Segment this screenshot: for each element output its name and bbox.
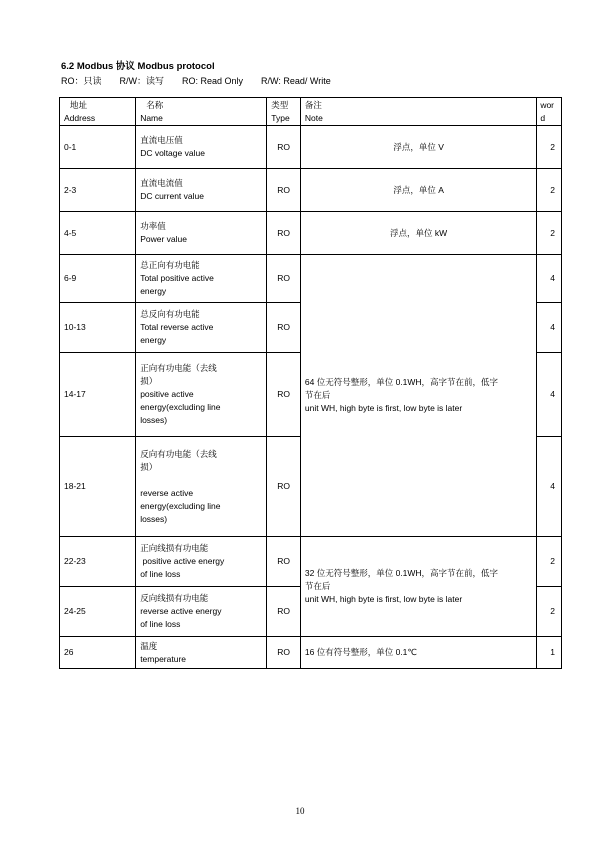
cell-address: 2-3 — [60, 169, 136, 212]
cell-address: 14-17 — [60, 353, 136, 437]
cell-name — [136, 437, 267, 537]
name-cn: 正向有功电能（去线 — [140, 363, 217, 373]
cell-word: 2 — [537, 587, 562, 637]
name-cn: 温度 — [140, 640, 158, 651]
cell-address: 22-23 — [60, 537, 136, 587]
cell-name — [136, 353, 267, 437]
name-en: Total reverse active — [140, 322, 214, 332]
section-heading: 6.2 Modbus 协议 Modbus protocol — [61, 61, 215, 72]
name-cn: 功率值 — [140, 221, 166, 231]
name-en: reverse active energy — [140, 606, 222, 616]
cell-type: RO — [267, 637, 301, 669]
legend-ro-en: RO: Read Only — [182, 76, 244, 86]
name-cn-2: 损） — [140, 376, 158, 386]
name-cn: 正向线损有功电能 — [140, 543, 209, 553]
cell-word: 4 — [537, 255, 562, 303]
cell-word: 1 — [537, 637, 562, 669]
cell-address: 26 — [60, 637, 136, 669]
name-en: DC voltage value — [140, 148, 205, 158]
header-type-cn: 类型 — [271, 99, 289, 110]
name-en: reverse active — [140, 487, 194, 498]
cell-type: RO — [267, 126, 301, 169]
header-note-en: Note — [304, 112, 323, 123]
name-en: Power value — [140, 234, 187, 244]
name-cn: 直流电压值 — [140, 135, 183, 145]
note-64-line2: 节在后 — [304, 390, 331, 400]
legend-ro-cn: RO：只读 — [61, 76, 102, 86]
cell-name — [136, 303, 267, 353]
cell-word: 4 — [537, 303, 562, 353]
header-address — [60, 98, 136, 126]
name-en: temperature — [140, 653, 187, 664]
cell-address: 24-25 — [60, 587, 136, 637]
header-address-cn: 地址 — [70, 99, 88, 110]
cell-word: 4 — [537, 353, 562, 437]
name-cn: 总反向有功电能 — [140, 309, 200, 319]
cell-word: 2 — [537, 212, 562, 255]
name-cn-2: 损） — [140, 461, 158, 472]
cell-note-64bit — [300, 255, 536, 537]
note-64-line3: unit WH, high byte is first, low byte is later — [304, 403, 463, 413]
name-en: positive active — [140, 389, 194, 399]
table-header-row — [60, 98, 562, 126]
header-name-en: Name — [140, 112, 163, 123]
name-en: positive active energy — [140, 556, 225, 566]
name-en-2: energy — [140, 286, 167, 296]
cell-type: RO — [267, 212, 301, 255]
header-word — [537, 98, 562, 126]
legend-rw-en: R/W: Read/ Write — [261, 76, 331, 86]
name-en-2: of line loss — [140, 569, 181, 579]
cell-type: RO — [267, 587, 301, 637]
cell-address: 10-13 — [60, 303, 136, 353]
name-blank — [140, 474, 262, 487]
cell-name — [136, 212, 267, 255]
cell-type: RO — [267, 437, 301, 537]
cell-type: RO — [267, 169, 301, 212]
cell-word: 4 — [537, 437, 562, 537]
cell-type: RO — [267, 255, 301, 303]
cell-note-32bit — [300, 537, 536, 637]
legend-rw-cn: R/W：读写 — [119, 76, 165, 86]
table-row — [60, 637, 562, 669]
name-en-2: energy(excluding line — [140, 500, 221, 511]
cell-address: 0-1 — [60, 126, 136, 169]
name-en-2: of line loss — [140, 619, 181, 629]
name-en: Total positive active — [140, 273, 214, 283]
name-en-3: losses) — [140, 513, 168, 524]
header-note — [300, 98, 536, 126]
cell-note: 浮点，单位 V — [300, 126, 536, 169]
table-row — [60, 537, 562, 587]
header-word-line2: d — [540, 112, 546, 123]
cell-name — [136, 255, 267, 303]
header-address-en: Address — [64, 112, 96, 123]
cell-note: 浮点，单位 kW — [300, 212, 536, 255]
modbus-register-table — [59, 97, 562, 669]
note-32-line2: 节在后 — [304, 581, 331, 591]
cell-name — [136, 637, 267, 669]
cell-address: 4-5 — [60, 212, 136, 255]
note-32-line1: 32 位无符号整形，单位 0.1WH，高字节在前，低字 — [304, 568, 499, 578]
table-row — [60, 126, 562, 169]
cell-address: 18-21 — [60, 437, 136, 537]
cell-name — [136, 169, 267, 212]
table-row — [60, 212, 562, 255]
header-type — [267, 98, 301, 126]
header-note-cn: 备注 — [304, 99, 322, 110]
cell-name — [136, 537, 267, 587]
cell-word: 2 — [537, 537, 562, 587]
cell-note: 16 位有符号整形，单位 0.1℃ — [300, 637, 536, 669]
header-word-line1: wor — [540, 99, 555, 110]
cell-name — [136, 587, 267, 637]
cell-type: RO — [267, 537, 301, 587]
access-legend — [61, 74, 349, 87]
name-cn: 直流电流值 — [140, 178, 183, 188]
note-64-line1: 64 位无符号整形，单位 0.1WH，高字节在前，低字 — [304, 377, 499, 387]
cell-word: 2 — [537, 169, 562, 212]
name-cn: 反向有功电能（去线 — [140, 448, 217, 459]
table-row — [60, 169, 562, 212]
name-en-2: energy — [140, 335, 167, 345]
cell-type: RO — [267, 303, 301, 353]
cell-word: 2 — [537, 126, 562, 169]
name-en: DC current value — [140, 191, 204, 201]
cell-type: RO — [267, 353, 301, 437]
header-type-en: Type — [271, 112, 290, 123]
cell-address: 6-9 — [60, 255, 136, 303]
name-cn: 反向线损有功电能 — [140, 593, 209, 603]
name-cn: 总正向有功电能 — [140, 260, 200, 270]
note-32-line3: unit WH, high byte is first, low byte is later — [304, 594, 463, 604]
name-en-2: energy(excluding line — [140, 402, 221, 412]
page-number: 10 — [295, 806, 305, 816]
name-en-3: losses) — [140, 415, 168, 425]
cell-note: 浮点，单位 A — [300, 169, 536, 212]
table-row — [60, 255, 562, 303]
cell-name — [136, 126, 267, 169]
header-name — [136, 98, 267, 126]
header-name-cn: 名称 — [146, 99, 164, 110]
